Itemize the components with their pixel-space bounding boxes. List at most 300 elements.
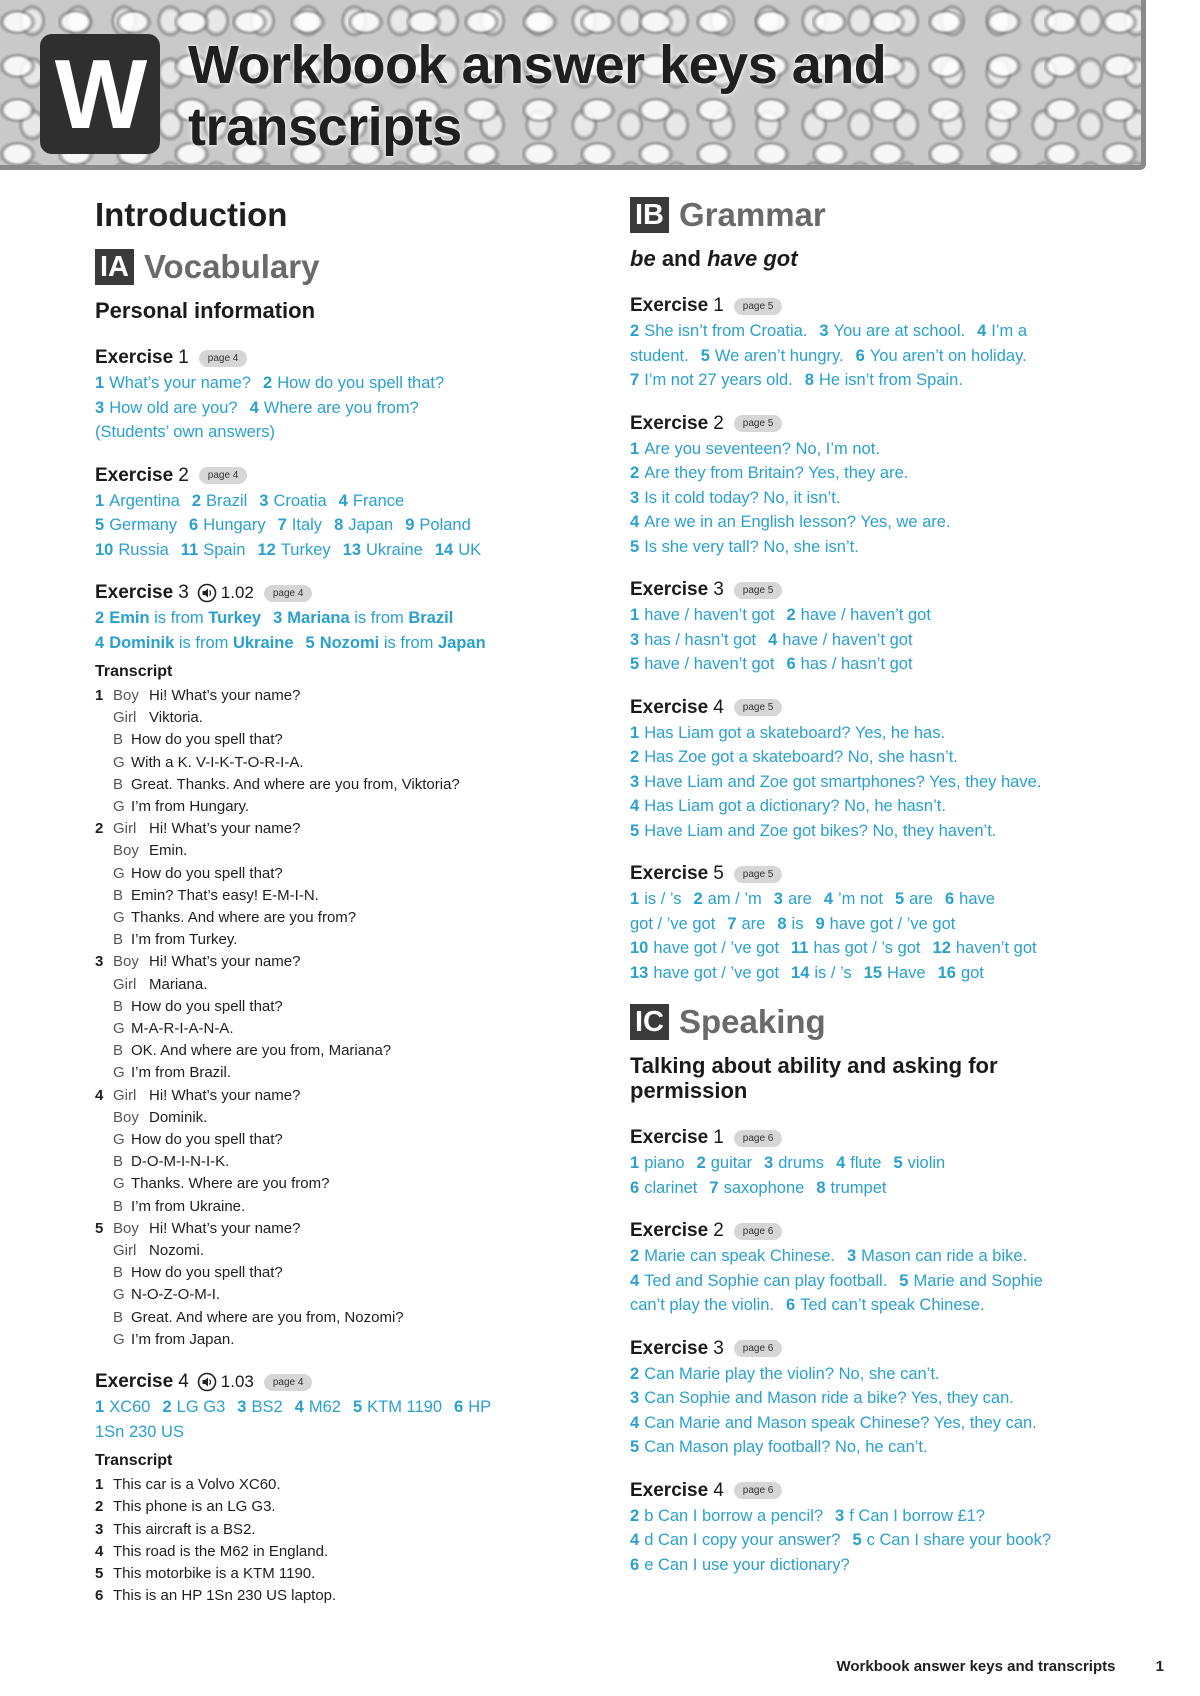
transcript-line <box>95 1196 595 1218</box>
answer-item <box>630 773 1041 791</box>
line-number <box>95 1018 113 1040</box>
answer-number: 4 <box>630 797 640 815</box>
exercise-label: Exercise <box>630 1479 709 1501</box>
answer-item <box>630 890 681 908</box>
right-column <box>630 196 1140 1595</box>
answer-text: Argentina <box>109 491 180 510</box>
line-number <box>95 1196 113 1218</box>
answer-text: has got / ’s got <box>813 939 921 957</box>
transcript-line <box>95 1474 595 1496</box>
answer-line <box>630 461 1140 486</box>
transcript-line <box>95 1563 595 1585</box>
answer-item <box>727 915 765 933</box>
line-text: Dominik. <box>149 1108 208 1126</box>
speaker-label: B <box>113 931 124 949</box>
answer-line <box>630 368 1140 393</box>
answer-line <box>630 486 1140 511</box>
transcript-line <box>95 907 595 929</box>
exercise-number: 5 <box>713 863 724 884</box>
exercise-block <box>95 1369 595 1607</box>
answer-text: have got / ’ve got <box>653 939 780 957</box>
answer-number: 13 <box>342 540 361 559</box>
exercise-heading <box>95 1369 595 1395</box>
answer-item <box>435 541 481 559</box>
line-number <box>95 729 113 751</box>
answer-line <box>630 510 1140 535</box>
answer-text: Russia <box>118 540 169 559</box>
answer-line <box>95 1420 595 1445</box>
answer-line <box>630 794 1140 819</box>
line-number: 4 <box>95 1542 104 1560</box>
answer-line <box>630 721 1140 746</box>
answer-number: 14 <box>791 963 810 982</box>
transcript-line <box>95 1284 595 1306</box>
answer-number: 6 <box>630 1178 640 1197</box>
answer-item <box>263 374 444 392</box>
line-text: Thanks. And where are you from? <box>131 909 357 927</box>
answer-text: I’m not 27 years old. <box>644 371 793 389</box>
transcript-line <box>95 974 595 996</box>
transcript-line <box>95 707 595 729</box>
speaker-label: Boy <box>113 687 139 704</box>
line-text: D-O-M-I-N-I-K. <box>131 1153 230 1171</box>
answer-text: Have Liam and Zoe got bikes? No, they haven’t. <box>644 821 997 840</box>
exercise-number: 4 <box>713 696 724 718</box>
answer-text: HP <box>468 1398 492 1417</box>
answer-number: 2 <box>696 1154 706 1172</box>
line-text: I’m from Turkey. <box>131 931 238 949</box>
answer-item <box>95 609 261 627</box>
answer-text: Hungary <box>203 516 266 534</box>
answer-item <box>306 634 486 652</box>
answer-number: 4 <box>836 1154 846 1172</box>
answer-line <box>630 1435 1140 1460</box>
answer-number: 1 <box>630 439 640 458</box>
answer-number: 4 <box>630 1271 640 1290</box>
answer-text: Can Marie play the violin? No, she can’t. <box>644 1364 940 1383</box>
answer-text: saxophone <box>723 1178 805 1197</box>
answer-number: 5 <box>630 537 640 556</box>
answer-line <box>95 489 595 514</box>
audio-icon <box>197 583 217 603</box>
answer-number: 1 <box>630 890 640 908</box>
line-text: M-A-R-I-A-N-A. <box>131 1020 234 1038</box>
line-number <box>95 996 113 1018</box>
transcript-line <box>95 1585 595 1607</box>
answer-text: Marie and Sophie <box>913 1271 1043 1290</box>
answer-line <box>630 1362 1140 1387</box>
answer-country: Ukraine <box>232 633 294 652</box>
answer-text: BS2 <box>251 1398 283 1417</box>
answer-item <box>454 1398 491 1416</box>
speaker-label: B <box>113 1153 124 1171</box>
answer-number: 1 <box>95 374 105 392</box>
exercise-label: Exercise <box>95 582 174 603</box>
answer-line <box>630 1528 1140 1553</box>
section-heading-ia <box>95 248 595 286</box>
exercise-label: Exercise <box>630 1127 709 1148</box>
answer-item <box>95 1423 184 1441</box>
section-heading-ic <box>630 1003 1140 1041</box>
answer-number: 3 <box>773 890 783 908</box>
answer-number: 6 <box>855 346 865 365</box>
exercise-heading <box>95 345 595 371</box>
answer-text: are <box>909 890 933 908</box>
page-reference: page 4 <box>264 585 313 602</box>
answer-text: f Can I borrow £1? <box>849 1506 985 1525</box>
line-text: This aircraft is a BS2. <box>113 1520 256 1538</box>
line-number: 2 <box>95 1498 104 1516</box>
exercise-heading <box>630 1218 1140 1244</box>
answer-text: has / hasn’t got <box>644 630 757 649</box>
answer-item <box>630 1531 840 1549</box>
answer-text: XC60 <box>109 1398 151 1417</box>
exercise-number: 1 <box>713 295 724 316</box>
line-number <box>95 1062 113 1084</box>
answer-line <box>630 770 1140 795</box>
answer-item <box>95 541 169 559</box>
answer-number: 5 <box>700 346 710 365</box>
answer-text: Has Liam got a skateboard? Yes, he has. <box>644 723 946 742</box>
answer-text: Can Mason play football? No, he can’t. <box>644 1438 928 1456</box>
answer-number: 2 <box>162 1398 172 1417</box>
answer-text: Croatia <box>273 491 327 510</box>
line-text: Mariana. <box>149 975 208 993</box>
page-reference: page 5 <box>734 415 783 432</box>
answer-number: 5 <box>630 655 640 673</box>
answer-item <box>836 1154 881 1172</box>
answer-line <box>95 513 595 538</box>
answer-number: 7 <box>709 1178 719 1197</box>
transcript-title: Transcript <box>95 663 173 680</box>
exercise-heading <box>630 861 1140 887</box>
answer-line <box>630 912 1140 937</box>
answer-text: What’s your name? <box>109 374 252 392</box>
answer-number: 4 <box>338 491 348 510</box>
page-reference: page 5 <box>734 582 783 599</box>
exercise-number: 3 <box>178 582 189 603</box>
line-number <box>95 1284 113 1306</box>
line-text: OK. And where are you from, Mariana? <box>131 1042 392 1060</box>
exercise-heading <box>630 1336 1140 1362</box>
answer-number: 6 <box>786 1296 796 1314</box>
answer-number: 2 <box>630 464 640 482</box>
transcript-line <box>95 796 595 818</box>
answer-text: is from <box>354 609 404 627</box>
answer-line <box>630 603 1140 628</box>
answer-item <box>630 1507 823 1525</box>
line-number: 6 <box>95 1587 104 1605</box>
answer-number: 3 <box>237 1398 247 1417</box>
answer-text: clarinet <box>644 1178 698 1197</box>
answer-text: drums <box>778 1154 825 1172</box>
answer-number: 12 <box>257 540 276 559</box>
chapter-badge: W <box>40 34 160 154</box>
answer-line <box>630 1269 1140 1294</box>
answer-number: 16 <box>937 963 956 982</box>
transcript-line <box>95 752 595 774</box>
exercise-block <box>95 463 595 563</box>
answer-number: 2 <box>786 606 796 624</box>
line-number <box>95 796 113 818</box>
answer-text: KTM 1190 <box>367 1398 443 1417</box>
answer-text: is <box>791 914 804 933</box>
answer-number: 2 <box>95 609 105 627</box>
answer-text: haven’t got <box>955 939 1037 957</box>
answer-number: 1 <box>95 1398 105 1417</box>
transcript-line <box>95 996 595 1018</box>
answer-number: 11 <box>791 939 809 957</box>
answer-number: 7 <box>630 371 640 389</box>
answer-text: have / haven’t got <box>800 606 931 624</box>
answer-number: 15 <box>863 963 883 982</box>
transcript-line <box>95 929 595 951</box>
answer-number: 4 <box>630 1413 640 1432</box>
line-text: Viktoria. <box>149 709 203 727</box>
answer-number: 2 <box>630 1247 640 1265</box>
answer-number: 1 <box>630 1154 640 1172</box>
exercise-number: 1 <box>178 347 189 368</box>
subtitle-part: have got <box>707 246 798 271</box>
answer-item <box>181 541 246 559</box>
answer-number: 9 <box>405 516 415 534</box>
answer-item <box>257 541 330 559</box>
answer-number: 3 <box>259 491 269 510</box>
answer-name: Nozomi <box>319 633 380 652</box>
answer-number: 11 <box>180 540 199 559</box>
answer-text: got <box>960 963 984 982</box>
answer-text: Ted and Sophie can play football. <box>644 1271 888 1290</box>
line-number <box>95 840 113 862</box>
answer-item <box>630 1556 850 1574</box>
transcript-line <box>95 840 595 862</box>
answer-item <box>709 1179 804 1197</box>
answer-number: 5 <box>630 1438 640 1456</box>
line-text: Emin. <box>149 842 188 860</box>
answer-number: 7 <box>727 914 737 933</box>
answer-note: (Students’ own answers) <box>95 423 276 441</box>
answer-item <box>630 655 774 673</box>
answer-number: 2 <box>263 374 273 392</box>
page-footer <box>836 1658 1164 1675</box>
page-reference: page 4 <box>264 1374 313 1391</box>
line-text: How do you spell that? <box>131 1131 283 1149</box>
page-number: 1 <box>1155 1658 1164 1675</box>
answer-country: Brazil <box>408 609 454 627</box>
subtitle-part: and <box>661 246 701 271</box>
answer-number: 4 <box>977 322 987 340</box>
answer-text: student. <box>630 346 689 365</box>
answer-text: Can Sophie and Mason ride a bike? Yes, they can. <box>644 1389 1014 1407</box>
exercise-number: 4 <box>178 1371 189 1393</box>
answer-item <box>259 492 326 510</box>
answer-line <box>630 1151 1140 1176</box>
answer-item <box>819 322 965 340</box>
answer-line <box>95 631 595 656</box>
answer-item <box>630 1365 940 1383</box>
exercise-number: 1 <box>713 1127 724 1148</box>
answer-number: 2 <box>630 322 640 340</box>
answer-item <box>278 516 322 534</box>
answer-number: 3 <box>630 630 640 649</box>
answer-line <box>630 319 1140 344</box>
answer-number: 3 <box>846 1247 857 1265</box>
answer-text: Are they from Britain? Yes, they are. <box>644 464 909 482</box>
transcript <box>95 685 595 1351</box>
page-reference: page 6 <box>734 1130 783 1147</box>
answer-key <box>630 721 1140 844</box>
answer-item <box>95 492 180 510</box>
answer-number: 7 <box>277 516 287 534</box>
answer-text: Italy <box>291 516 323 534</box>
answer-text: How do you spell that? <box>277 374 445 392</box>
answer-text: Ukraine <box>366 540 423 559</box>
answer-item <box>192 492 247 510</box>
line-text: Emin? That’s easy! E-M-I-N. <box>131 886 319 904</box>
answer-item <box>630 1296 774 1314</box>
speaker-label: G <box>113 1020 125 1038</box>
transcript-line <box>95 1519 595 1541</box>
speaker-label: G <box>113 909 125 927</box>
exercise-number: 2 <box>178 464 189 486</box>
transcript-line <box>95 951 595 973</box>
answer-item <box>630 1438 928 1456</box>
exercise-heading <box>95 463 595 489</box>
speaker-label: B <box>113 775 124 793</box>
answer-text: b Can I borrow a pencil? <box>644 1506 824 1525</box>
answer-text: Can Marie and Mason speak Chinese? Yes, they can. <box>644 1413 1037 1432</box>
line-text: I’m from Japan. <box>131 1330 235 1348</box>
answer-item <box>630 513 951 531</box>
answer-item <box>95 516 177 534</box>
answer-text: France <box>352 491 405 510</box>
answer-item <box>630 748 958 766</box>
speaker-label: B <box>113 1308 124 1326</box>
line-number: 2 <box>95 820 104 838</box>
speaker-label: G <box>113 1064 125 1082</box>
answer-line <box>630 1386 1140 1411</box>
answer-key <box>630 1151 1140 1200</box>
page-reference: page 5 <box>734 866 783 883</box>
answer-text: violin <box>907 1154 946 1172</box>
section-tag: IC <box>630 1004 669 1040</box>
line-number <box>95 1262 113 1284</box>
answer-text: Turkey <box>280 540 331 559</box>
answer-number: 6 <box>189 516 199 534</box>
answer-item <box>273 609 453 627</box>
answer-text: I’m a <box>991 322 1028 340</box>
transcript-line <box>95 863 595 885</box>
answer-name: Dominik <box>109 633 175 652</box>
line-number <box>95 1307 113 1329</box>
answer-item <box>786 1296 985 1314</box>
page-reference: page 5 <box>734 699 783 716</box>
section-name: Vocabulary <box>144 248 320 285</box>
speaker-label: B <box>113 731 124 749</box>
exercise-number: 2 <box>713 1220 724 1241</box>
exercise-block <box>630 1218 1140 1318</box>
exercise-block <box>630 1125 1140 1200</box>
answer-text: is / ’s <box>644 890 682 908</box>
page-reference: page 4 <box>199 350 248 367</box>
transcript-line <box>95 774 595 796</box>
answer-text: Where are you from? <box>263 398 419 417</box>
answer-text: You aren’t on holiday. <box>869 346 1027 365</box>
answer-item <box>693 890 761 908</box>
line-text: Hi! What’s your name? <box>149 820 301 838</box>
section-name: Speaking <box>679 1003 826 1040</box>
line-number: 5 <box>95 1219 104 1237</box>
answer-item <box>630 822 996 840</box>
answer-text: Are you seventeen? No, I’m not. <box>644 439 880 458</box>
answer-item <box>786 606 930 624</box>
section-heading-ib <box>630 196 1140 234</box>
audio-track-number: 1.02 <box>220 583 254 602</box>
answer-text: LG G3 <box>176 1398 226 1417</box>
transcript-line <box>95 1085 595 1107</box>
answer-item <box>815 915 955 933</box>
line-text: How do you spell that? <box>131 864 283 882</box>
line-number <box>95 1107 113 1129</box>
intro-title: Introduction <box>95 196 288 233</box>
line-text: I’m from Ukraine. <box>131 1197 246 1215</box>
answer-item <box>977 322 1027 340</box>
transcript-line <box>95 1240 595 1262</box>
answer-text: Has Zoe got a skateboard? No, she hasn’t. <box>644 748 958 766</box>
line-number: 3 <box>95 1520 104 1538</box>
answer-item <box>630 371 793 389</box>
answer-item <box>899 1272 1043 1290</box>
transcript-line <box>95 1262 595 1284</box>
line-text: Hi! What’s your name? <box>149 687 301 704</box>
left-column <box>95 196 595 1625</box>
speaker-label: B <box>113 1197 124 1215</box>
speaker-label: G <box>113 1330 125 1348</box>
transcript-line <box>95 1040 595 1062</box>
exercise-number: 4 <box>713 1479 724 1501</box>
transcript-line <box>95 818 595 840</box>
answer-number: 8 <box>804 371 814 389</box>
exercise-heading <box>95 580 595 606</box>
answer-number: 5 <box>899 1271 909 1290</box>
answer-text: Spain <box>203 540 246 559</box>
answer-item <box>852 1531 1051 1549</box>
speaker-label: Girl <box>113 820 137 838</box>
speaker-label: Girl <box>113 975 137 993</box>
answer-item <box>630 1414 1037 1432</box>
speaker-label: B <box>113 1042 124 1060</box>
answer-text: have / haven’t got <box>644 655 775 673</box>
answer-text: We aren’t hungry. <box>714 346 844 365</box>
exercise-label: Exercise <box>630 579 709 600</box>
answer-line <box>95 538 595 563</box>
answer-item <box>786 655 912 673</box>
answer-number: 12 <box>932 939 951 957</box>
transcript-line <box>95 685 595 707</box>
answer-text: UK <box>458 540 482 559</box>
speaker-label: Girl <box>113 1242 137 1260</box>
answer-number: 3 <box>764 1154 774 1172</box>
answer-number: 13 <box>630 963 649 982</box>
answer-item <box>630 724 945 742</box>
transcript-line <box>95 1173 595 1195</box>
line-text: Great. And where are you from, Nozomi? <box>131 1308 404 1326</box>
answer-number: 1 <box>630 606 640 624</box>
answer-number: 5 <box>894 890 905 908</box>
line-text: Great. Thanks. And where are you from, Viktoria? <box>131 775 460 793</box>
answer-number: 1 <box>95 491 105 510</box>
answer-text: trumpet <box>830 1178 887 1197</box>
